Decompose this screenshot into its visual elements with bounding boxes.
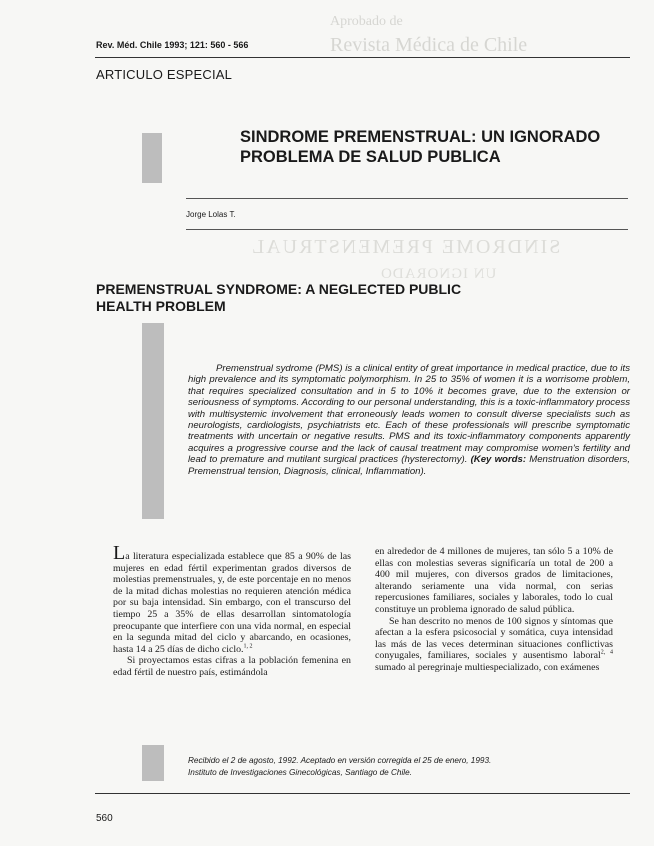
body-paragraph: Si proyectamos estas cifras a la población femenina en edad fértil de nuestro país, estimándola <box>113 655 351 678</box>
article-title-english: PREMENSTRUAL SYNDROME: A NEGLECTED PUBLIC HEALTH PROBLEM <box>96 281 462 314</box>
body-column-left <box>113 542 351 679</box>
paragraph-text: Se han descrito no menos de 100 signos y síntomas que afectan a la esfera psicosocial y somática, cuya intensidad las más de las veces determinan situaciones conflictivas conyugales, familiares, sociales y ausentismo laboral <box>375 615 613 662</box>
footnote-accent-bar <box>142 745 164 781</box>
paragraph-text: sumado al peregrinaje multiespecializado, con exámenes <box>375 661 600 673</box>
abstract <box>188 363 630 477</box>
received-note <box>188 755 628 779</box>
abstract-accent-bar <box>142 323 164 519</box>
article-title-spanish: SINDROME PREMENSTRUAL: UN IGNORADO PROBLEMA DE SALUD PUBLICA <box>240 128 601 166</box>
journal-reference: Rev. Méd. Chile 1993; 121: 560 - 566 <box>96 40 249 50</box>
body-paragraph: en alrededor de 4 millones de mujeres, tan sólo 5 a 10% de ellas con molestias severas significaría un total de 200 a 400 mil mujeres, con diversos grados de limitaciones, alterando seriamente una vida normal, con serias repercusiones familiares, sociales y laborales, todo lo cual constituye un problema ignorado de salud pública. <box>375 546 613 615</box>
citation-ref: 2, 4 <box>600 650 613 657</box>
page-number: 560 <box>96 813 113 824</box>
body-paragraph <box>113 542 351 655</box>
footer-rule <box>95 793 630 794</box>
bleed-through-title: SINDROME PREMENSTRUAL <box>250 236 561 258</box>
author-rule-bottom <box>186 229 628 230</box>
paragraph-text: a literatura especializada establece que 85 a 90% de las mujeres en edad fértil experimentan grados diversos de molestias premenstruales, y, de este porcentaje en no menos de la mitad dichas molestias no requieren atención médica por su baja intensidad. Sin embargo, con el transcurso del tiempo 25 a 35% de ellas desarrollan sintomatología preocupante que interfiere con una vida normal, en especial en la segunda mitad del ciclo y abarcando, en ocasiones, hasta 14 a 25 días de dicho ciclo. <box>113 551 351 655</box>
body-column-right <box>375 546 613 674</box>
title-accent-bar <box>142 133 162 183</box>
section-label: ARTICULO ESPECIAL <box>96 67 233 82</box>
bleed-through-journal: Revista Médica de Chile <box>330 34 528 56</box>
body-paragraph <box>375 616 613 674</box>
bleed-through-top: Aprobado de <box>330 14 403 29</box>
author-rule-top <box>186 198 628 199</box>
keywords: Menstruation disorders, Premenstrual tension, Diagnosis, clinical, Inflammation). <box>188 454 630 477</box>
received-dates: Recibido el 2 de agosto, 1992. Aceptado en versión corregida el 25 de enero, 1993. <box>188 756 492 765</box>
keywords-label: (Key words: <box>470 454 527 466</box>
bleed-through-subtitle: UN IGNORADO <box>380 266 497 282</box>
abstract-text: Premenstrual sydrome (PMS) is a clinical entity of great importance in medical practice, due to its high prevalence and its symptomatic polymorphism. In 25 to 35% of women it is a worrisome problem, that requires specialized consultation and in 5 to 10% it becomes grave, due to the extension or seriousness of symptoms. According to our personal understanding, this is a toxic-inflammatory process with multisystemic involvement that erroneously leads women to consult diverse specialists such as neurologists, cardiologists, psychiatrists etc. Each of these professionals will prescribe symptomatic treatments with uncertain or negative results. PMS and its toxic-inflammatory components apparently acquires a progressive course and the lack of causal treatment may compromise women's fertility and lead to premature and mutilant surgical practices (hysterectomy). <box>188 363 630 466</box>
institution: Instituto de Investigaciones Ginecológicas, Santiago de Chile. <box>188 768 412 777</box>
author-name: Jorge Lolas T. <box>186 210 236 219</box>
header-rule <box>95 57 630 58</box>
citation-ref: 1, 2 <box>243 643 253 650</box>
drop-cap: L <box>113 542 126 564</box>
